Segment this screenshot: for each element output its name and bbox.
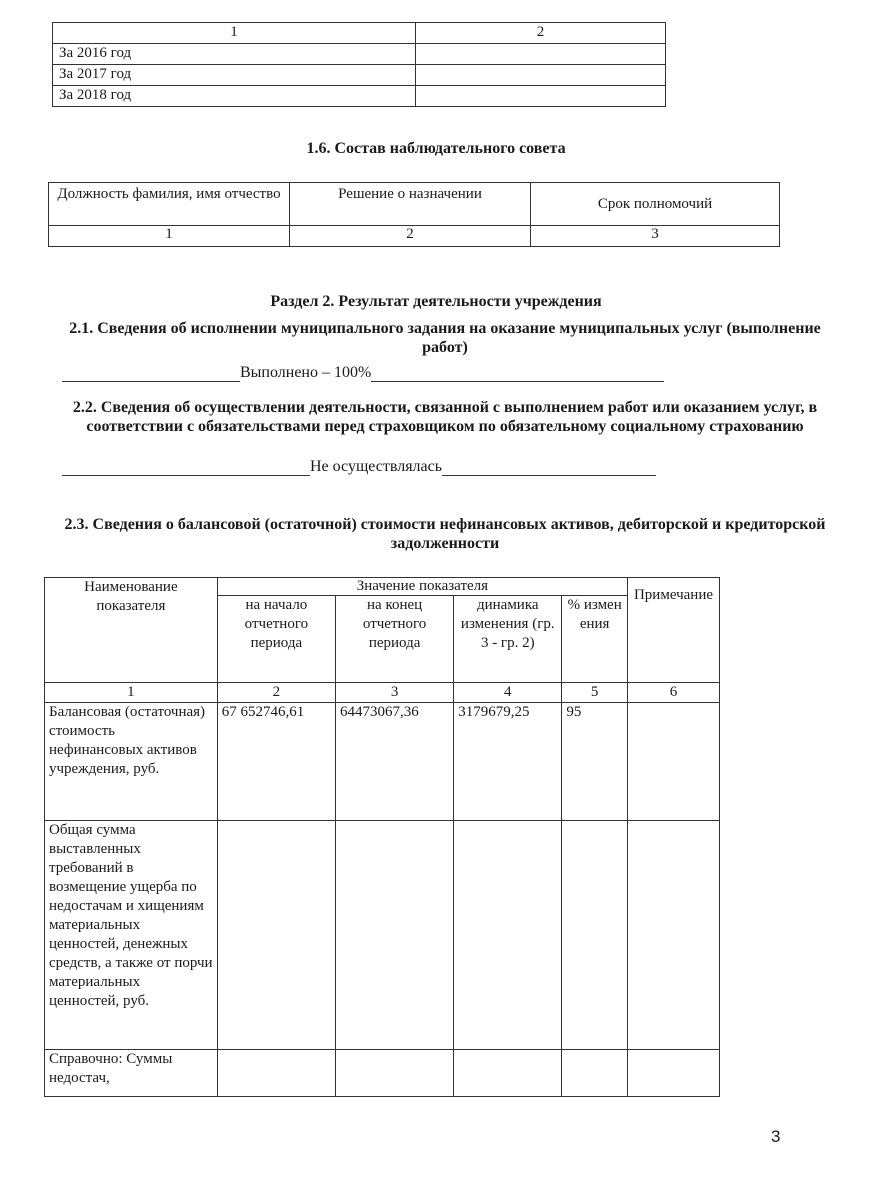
year-value-cell: [416, 44, 666, 65]
row-dyn: [454, 1050, 562, 1097]
section-2-1-value: Выполнено – 100%: [240, 364, 372, 381]
assets-header-end: на конец отчетного периода: [336, 596, 454, 683]
section-2-2-line: [62, 458, 656, 476]
year-row-2018: За 2018 год: [53, 86, 416, 107]
section-2-2-value: Не осуществлялась: [310, 458, 443, 475]
row-name: Общая сумма выставленных требований в возмещение ущерба по недостачам и хищениям материальных ценностей, денежных средств, а также от порчи материальных ценностей, руб.: [45, 821, 218, 1050]
row-pct: 95: [562, 703, 628, 821]
row-dyn: 3179679,25: [454, 703, 562, 821]
row-start: [217, 1050, 335, 1097]
row-end: [336, 1050, 454, 1097]
row-start: 67 652746,61: [217, 703, 335, 821]
year-value-cell: [416, 65, 666, 86]
section-2-3-title: 2.3. Сведения о балансовой (остаточной) стоимости нефинансовых активов, дебиторской и кредиторской задолженности: [64, 516, 826, 552]
section-2-1-line: [62, 364, 664, 382]
underline: [62, 367, 240, 382]
assets-header-note: Примечание: [628, 578, 720, 683]
table-row: [45, 821, 720, 1050]
assets-table: [44, 577, 720, 1097]
row-note: [628, 1050, 720, 1097]
row-end: [336, 821, 454, 1050]
underline: [371, 367, 664, 382]
row-note: [628, 703, 720, 821]
col-num-1: 1: [45, 683, 218, 703]
row-pct: [562, 821, 628, 1050]
year-row-2017: За 2017 год: [53, 65, 416, 86]
page-number: 3: [771, 1127, 781, 1146]
board-col-term: Срок полномочий: [531, 183, 780, 226]
assets-header-start: на начало отчетного периода: [217, 596, 335, 683]
assets-header-value: Значение показателя: [217, 578, 627, 596]
year-row-2016: За 2016 год: [53, 44, 416, 65]
col-num-4: 4: [454, 683, 562, 703]
row-name: Справочно: Суммы недостач,: [45, 1050, 218, 1097]
board-num-1: 1: [49, 226, 290, 247]
board-table: [48, 182, 780, 247]
year-value-cell: [416, 86, 666, 107]
section-2-title: Раздел 2. Результат деятельности учреждения: [270, 293, 602, 310]
years-col-2: 2: [416, 23, 666, 44]
board-num-3: 3: [531, 226, 780, 247]
assets-header-dyn: динамика изменения (гр. 3 - гр. 2): [454, 596, 562, 683]
board-col-decision: Решение о назначении: [290, 183, 531, 226]
table-row: [45, 1050, 720, 1097]
underline: [62, 461, 310, 476]
col-num-5: 5: [562, 683, 628, 703]
assets-header-pct: % изменения: [562, 596, 628, 683]
board-col-name: Должность фамилия, имя отчество: [49, 183, 290, 226]
assets-header-name: Наименование показателя: [45, 578, 218, 683]
col-num-3: 3: [336, 683, 454, 703]
row-end: 64473067,36: [336, 703, 454, 821]
section-1-6-title: 1.6. Состав наблюдательного совета: [306, 140, 566, 157]
underline: [442, 461, 656, 476]
col-num-2: 2: [217, 683, 335, 703]
years-col-1: 1: [53, 23, 416, 44]
table-row: [45, 703, 720, 821]
years-table: [52, 22, 666, 107]
section-2-2-title: 2.2. Сведения об осуществлении деятельности, связанной с выполнением работ или оказанием услуг, в соответствии с обязательствами перед страховщиком по обязательному социальному страхованию: [72, 399, 818, 435]
board-num-2: 2: [290, 226, 531, 247]
row-name: Балансовая (остаточная) стоимость нефинансовых активов учреждения, руб.: [45, 703, 218, 821]
row-note: [628, 821, 720, 1050]
row-start: [217, 821, 335, 1050]
row-pct: [562, 1050, 628, 1097]
col-num-6: 6: [628, 683, 720, 703]
row-dyn: [454, 821, 562, 1050]
section-2-1-title: 2.1. Сведения об исполнении муниципального задания на оказание муниципальных услуг (выполнение работ): [69, 320, 821, 356]
